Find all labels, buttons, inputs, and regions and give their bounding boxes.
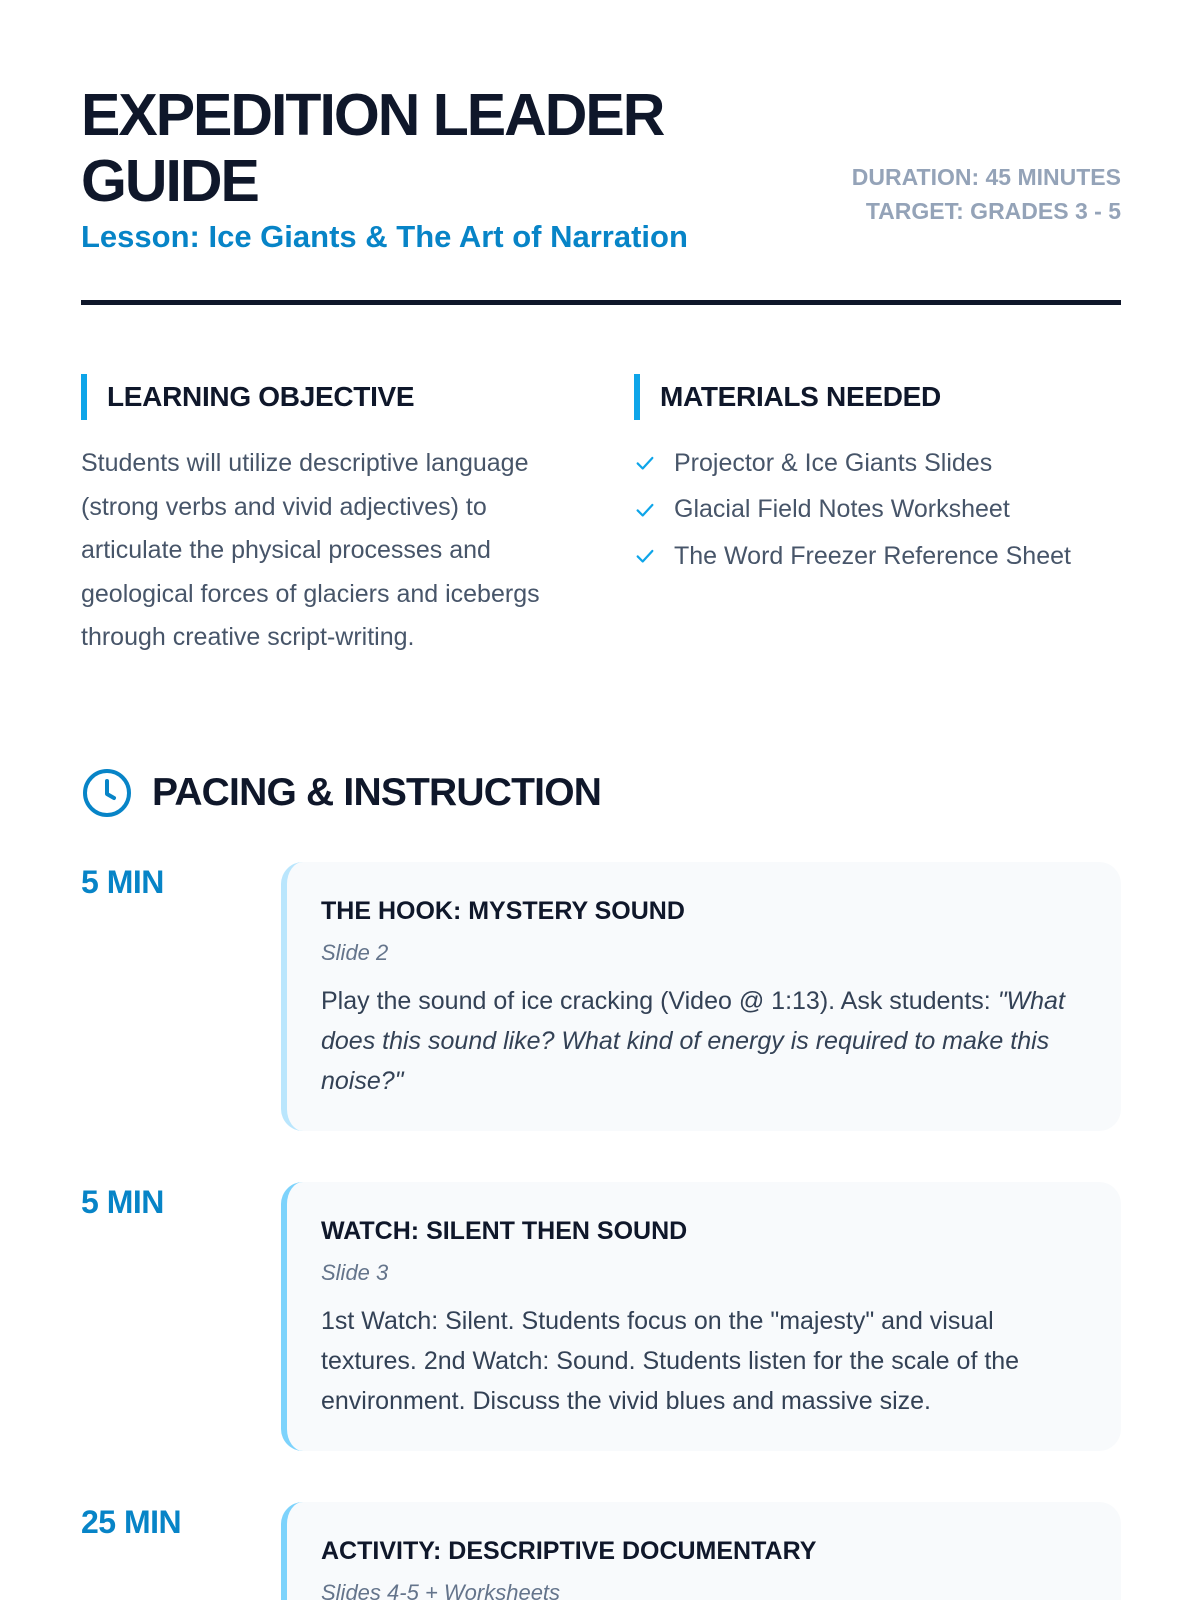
check-icon [634,499,656,521]
materials-item [634,487,1121,534]
step-slide-ref: Slide 2 [321,940,389,965]
step-card [281,1182,1121,1451]
step-slide-ref: Slides 4-5 + Worksheets [321,1580,561,1600]
step-duration: 5 MIN [81,1184,164,1220]
step-title: THE HOOK: MYSTERY SOUND [321,897,685,925]
step-question-quote: "What does this sound like? What kind of energy is required to make this noise?" [321,987,1065,1095]
learning-objective-text: Students will utilize descriptive language (strong verbs and vivid adjectives) to articulate the physical processes and geological forces of glaciers and icebergs through creative script-writing. [81,449,540,651]
step-title: WATCH: SILENT THEN SOUND [321,1217,688,1245]
materials-item [634,533,1121,580]
step-title: ACTIVITY: DESCRIPTIVE DOCUMENTARY [321,1537,817,1565]
materials-item-label: Projector & Ice Giants Slides [674,448,993,477]
clock-icon [81,767,133,819]
step-description-text: Play the sound of ice cracking (Video @ 1:13). Ask students: [321,987,998,1015]
step-description: 1st Watch: Silent. Students focus on the "majesty" and visual textures. 2nd Watch: Sound. Students listen for the scale of the environment. Discuss the vivid blues and massive size. [321,1307,1020,1415]
duration-label: DURATION: 45 MINUTES [851,164,1121,190]
step-card [281,862,1121,1131]
step-duration: 25 MIN [81,1504,182,1540]
step-slide-ref: Slide 3 [321,1260,389,1285]
check-icon [634,545,656,567]
materials-list [634,440,1121,580]
materials-item-label: The Word Freezer Reference Sheet [674,541,1071,570]
header-divider [81,300,1121,305]
step-duration: 5 MIN [81,864,164,900]
materials-item [634,440,1121,487]
lesson-subtitle: Lesson: Ice Giants & The Art of Narration [81,219,688,254]
guide-header [81,82,1121,304]
materials-heading: MATERIALS NEEDED [634,374,1121,420]
pacing-heading [81,767,601,819]
lesson-meta [841,160,1121,228]
page-title: EXPEDITION LEADER GUIDE [81,82,664,214]
materials-section [634,374,1121,580]
learning-objective-section [81,374,581,660]
pacing-title: PACING & INSTRUCTION [152,771,602,814]
lesson-guide-page [81,0,1121,1600]
step-card [281,1502,1121,1600]
step-description [321,981,1087,1101]
check-icon [634,452,656,474]
materials-item-label: Glacial Field Notes Worksheet [674,495,1010,524]
learning-objective-heading: LEARNING OBJECTIVE [81,374,581,420]
target-grades-label: TARGET: GRADES 3 - 5 [865,198,1121,224]
